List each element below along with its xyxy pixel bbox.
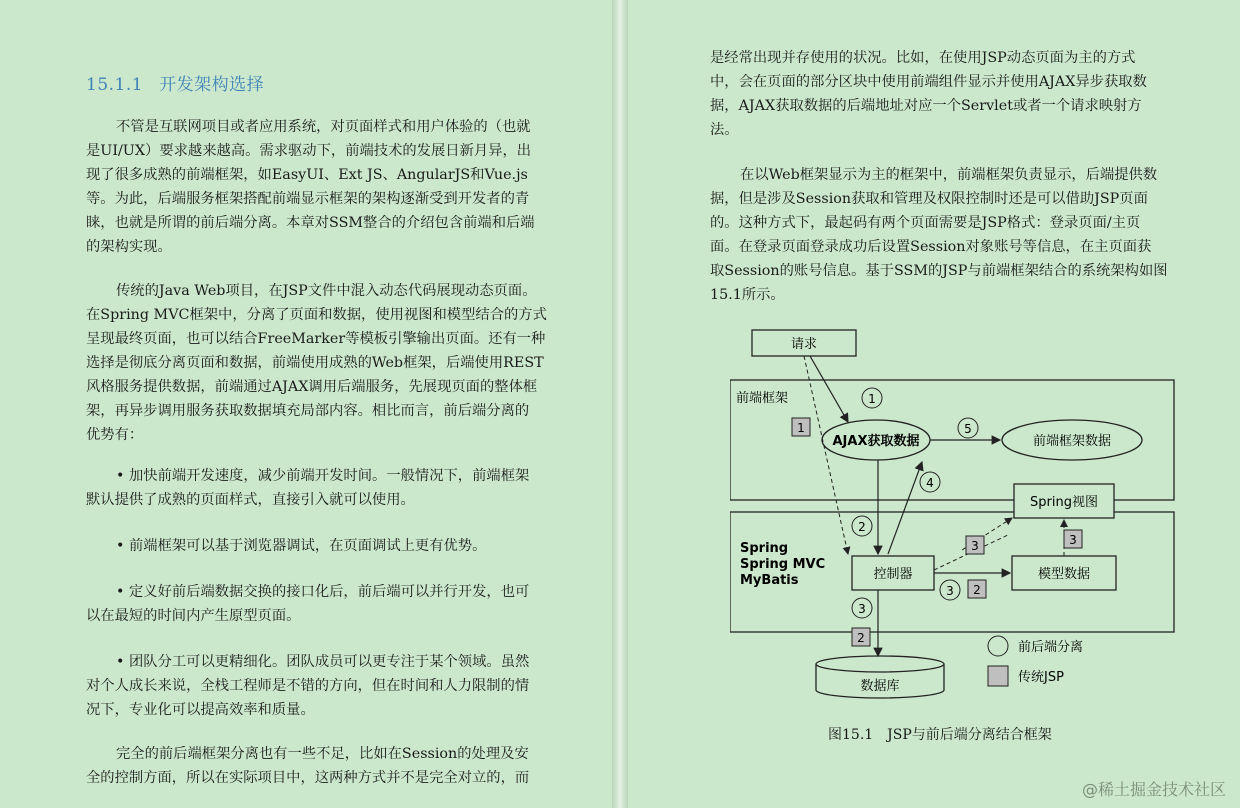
database-top xyxy=(816,656,944,672)
backend-label-spring: Spring xyxy=(740,541,789,556)
marker-square-3 xyxy=(1064,530,1082,548)
text-line: 15.1所示。 xyxy=(710,287,785,303)
bullet-item xyxy=(86,534,570,558)
watermark: @稀土掘金技术社区 xyxy=(1081,780,1226,799)
marker-square-1 xyxy=(792,418,810,436)
svg-text:2: 2 xyxy=(858,520,866,534)
marker-circle-4 xyxy=(920,472,940,492)
spring-view-label: Spring视图 xyxy=(1030,495,1098,510)
text-line: 法。 xyxy=(710,122,739,138)
figure-caption: 图15.1 JSP与前后端分离结合框架 xyxy=(828,727,1052,743)
paragraph-drawbacks xyxy=(86,742,570,790)
text-line: 面。在登录页面登录成功后设置Session对象账号等信息，在主页面获 xyxy=(710,239,1152,255)
marker-square-2 xyxy=(968,580,986,598)
bullet-item xyxy=(86,464,570,512)
paragraph-web-framework xyxy=(710,163,1194,307)
text-line: 完全的前后端框架分离也有一些不足，比如在Session的处理及安 xyxy=(116,746,529,762)
text-line: 不管是互联网项目或者应用系统，对页面样式和用户体验的（也就 xyxy=(116,119,531,135)
marker-square-3 xyxy=(966,536,984,554)
svg-text:3: 3 xyxy=(946,584,954,598)
marker-circle-3 xyxy=(940,580,960,600)
marker-circle-3 xyxy=(852,598,872,618)
text-line: 选择是彻底分离页面和数据，前端使用成熟的Web框架，后端使用REST xyxy=(86,355,544,371)
legend-circle-label: 前后端分离 xyxy=(1018,640,1084,655)
svg-text:5: 5 xyxy=(964,422,972,436)
svg-text:3: 3 xyxy=(858,602,866,616)
text-line: 优势有： xyxy=(86,427,144,443)
marker-circle-1 xyxy=(862,388,882,408)
request-label: 请求 xyxy=(790,337,818,352)
text-line: 默认提供了成熟的页面样式，直接引入就可以使用。 xyxy=(86,492,415,508)
text-line: 是UI/UX）要求越来越高。需求驱动下，前端技术的发展日新月异，出 xyxy=(86,143,532,159)
svg-text:3: 3 xyxy=(1069,533,1077,547)
legend-square xyxy=(988,666,1008,686)
text-line: 睐，也就是所谓的前后端分离。本章对SSM整合的介绍包含前端和后端 xyxy=(86,215,535,231)
svg-text:2: 2 xyxy=(973,583,981,597)
svg-text:1: 1 xyxy=(797,421,805,435)
database-label: 数据库 xyxy=(860,679,900,694)
model-label: 模型数据 xyxy=(1037,567,1091,582)
text-line: 在以Web框架显示为主的框架中，前端框架负责显示，后端提供数 xyxy=(740,167,1158,183)
section-number: 15.1.1 xyxy=(86,75,144,95)
text-line: 对个人成长来说，全栈工程师是不错的方向，但在时间和人力限制的情 xyxy=(86,678,530,694)
svg-text:2: 2 xyxy=(857,631,865,645)
architecture-diagram xyxy=(730,322,1180,702)
text-line: • 加快前端开发速度，减少前端开发时间。一般情况下，前端框架 xyxy=(116,468,530,484)
marker-circle-5 xyxy=(958,418,978,438)
text-line: 现了很多成熟的前端框架，如EasyUI、Ext JS、AngularJS和Vue.js xyxy=(86,167,528,183)
text-line: 据，AJAX获取数据的后端地址对应一个Servlet或者一个请求映射方 xyxy=(710,98,1142,114)
book-gutter xyxy=(612,0,628,808)
text-line: 取Session的账号信息。基于SSM的JSP与前端框架结合的系统架构如图 xyxy=(710,263,1168,279)
backend-label-springmvc: Spring MVC xyxy=(740,557,826,572)
legend xyxy=(988,636,1083,686)
text-line: • 定义好前后端数据交换的接口化后，前后端可以并行开发，也可 xyxy=(116,584,530,600)
text-line: 传统的Java Web项目，在JSP文件中混入动态代码展现动态页面。 xyxy=(116,283,537,299)
text-line: 况下，专业化可以提高效率和质量。 xyxy=(86,702,315,718)
arrow-request-ajax xyxy=(810,356,848,422)
frontend-frame-label: 前端框架 xyxy=(736,391,789,406)
marker-circle-2 xyxy=(852,516,872,536)
section-title: 开发架构选择 xyxy=(159,75,265,95)
text-line: 的架构实现。 xyxy=(86,239,172,255)
left-page xyxy=(0,0,612,808)
controller-label: 控制器 xyxy=(873,567,913,582)
paragraph-traditional xyxy=(86,279,570,447)
text-line: 架，再异步调用服务获取数据填充局部内容。相比而言，前后端分离的 xyxy=(86,403,530,419)
ajax-label: AJAX获取数据 xyxy=(832,434,920,449)
svg-text:1: 1 xyxy=(868,392,876,406)
text-line: 是经常出现并存使用的状况。比如，在使用JSP动态页面为主的方式 xyxy=(710,50,1136,66)
legend-circle xyxy=(988,636,1008,656)
bullet-item xyxy=(86,580,570,628)
section-heading xyxy=(86,70,264,95)
frontend-data-label: 前端框架数据 xyxy=(1032,434,1112,449)
paragraph-coexist xyxy=(710,46,1194,142)
svg-text:4: 4 xyxy=(926,476,934,490)
marker-square-2 xyxy=(852,628,870,646)
arrow-controller-ajax xyxy=(888,462,922,554)
text-line: 以在最短的时间内产生原型页面。 xyxy=(86,608,301,624)
text-line: 等。为此，后端服务框架搭配前端显示框架的架构逐渐受到开发者的青 xyxy=(86,191,530,207)
text-line: 的。这种方式下，最起码有两个页面需要是JSP格式：登录页面/主页 xyxy=(710,215,1141,231)
svg-text:3: 3 xyxy=(971,539,979,553)
paragraph-intro xyxy=(86,115,570,259)
text-line: 风格服务提供数据，前端通过AJAX调用后端服务，先展现页面的整体框 xyxy=(86,379,538,395)
right-page xyxy=(628,0,1240,808)
text-line: • 团队分工可以更精细化。团队成员可以更专注于某个领域。虽然 xyxy=(116,654,530,670)
bullet-item xyxy=(86,650,570,722)
text-line: 全的控制方面，所以在实际项目中，这两种方式并不是完全对立的，而 xyxy=(86,770,530,786)
text-line: 在Spring MVC框架中，分离了页面和数据，使用视图和模型结合的方式 xyxy=(86,307,547,323)
legend-square-label: 传统JSP xyxy=(1018,670,1064,685)
backend-label-mybatis: MyBatis xyxy=(740,573,799,588)
text-line: 呈现最终页面，也可以结合FreeMarker等模板引擎输出页面。还有一种 xyxy=(86,331,546,347)
text-line: 中，会在页面的部分区块中使用前端组件显示并使用AJAX异步获取数 xyxy=(710,74,1147,90)
text-line: 据，但是涉及Session获取和管理及权限控制时还是可以借助JSP页面 xyxy=(710,191,1148,207)
text-line: • 前端框架可以基于浏览器调试，在页面调试上更有优势。 xyxy=(116,538,487,554)
